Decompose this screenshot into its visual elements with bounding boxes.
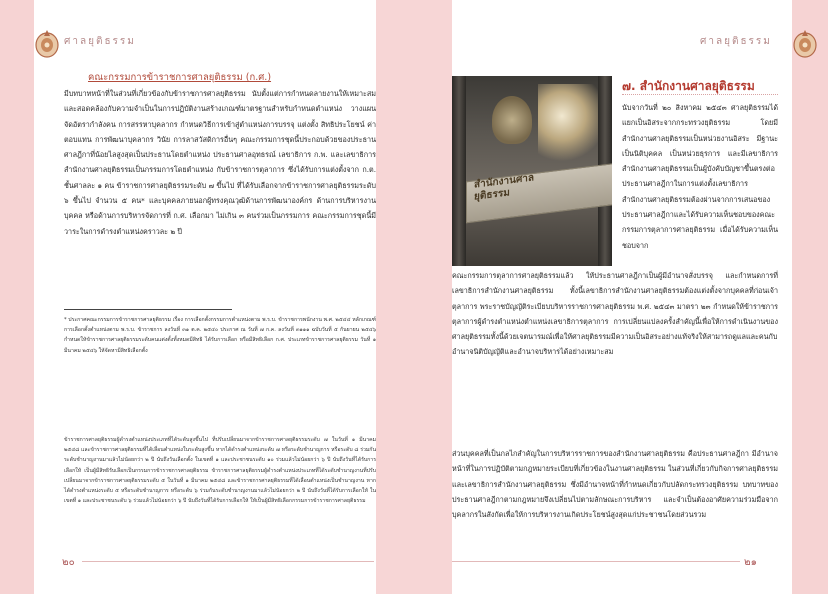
court-emblem-icon xyxy=(34,28,60,58)
court-building-photo xyxy=(452,76,612,266)
right-margin-band xyxy=(792,0,828,594)
left-margin-band xyxy=(0,0,34,594)
page-footer-rule-left xyxy=(82,561,374,562)
page-footer-rule-right xyxy=(452,561,740,562)
section-title: คณะกรรมการข้าราชการศาลยุติธรรม (ก.ศ.) xyxy=(88,72,272,83)
chapter-title-rule xyxy=(622,94,778,95)
left-body-text: มีบทบาทหน้าที่ในส่วนที่เกี่ยวข้องกับข้าราชการศาลยุติธรรม นับตั้งแต่การกำหนดลายงานให้เหมาะสมและสอดคล้องกับความจำเป็นในการปฏิบัติงานสร้างเกณฑ์มาตรฐานสำหรับกำหนดตำแหน่ง วางแผนจัดอัตรากำลังคน การสรรหาบุคลากร กำหนดวิธีการเข้าสู่ตำแหน่งการบรรจุ แต่งตั้ง สิทธิประโยชน์ ค่าตอบแทน การพัฒนาบุคลากร วินัย การลาสวัสดิการอื่นๆ คณะกรรมการชุดนี้ประกอบด้วยของประธานศาลฎีกาที่น้อยไลสูงสุดเป็นประธานโดยตำแหน่ง ประธานศาลอุทธรณ์ เลขาธิการ ก.พ. และเลขาธิการสำนักงานศาลยุติธรรมเป็นกรรมการโดยตำแหน่ง กับข้าราชการตุลาการ ซึ่งได้รับการแต่งตั้งจาก ก.ต. ชั้นศาลละ ๑ คน ข้าราชการศาลยุติธรรมระดับ ๗ ขึ้นไป ที่ได้รับเลือกจากข้าราชการศาลยุติธรรมระดับ ๖ ขึ้นไป จำนวน ๕ คน* และบุคคลภายนอกผู้ทรงคุณวุฒิด้านการพัฒนาองค์กร ด้านการบริหารงานบุคคล หรือด้านการบริหารจัดการที่ ก.ศ. เลือกมา ไม่เกิน ๓ คนร่วมเป็นกรรมการ คณะกรรมการชุดนี้มีวาระในการดำรงตำแหน่งคราวละ ๒ ปี xyxy=(64,89,376,236)
footnote-2: ข้าราชการศาลยุติธรรมผู้ดำรงตำแหน่งประเภทที่ได้ระดับสูงขึ้นไป ที่ปรับเปลี่ยนมาจากข้าราชการศาลยุติธรรมระดับ ๗ ในวันที่ ๑ มีนาคม ๒๕๔๘ และข้าราชการศาลยุติธรรมที่ได้เลื่อนตำแหน่งในระดับสูงขึ้น หากได้ดำรงตำแหน่งระดับ ๗ หรือระดับชำนาญการ หรือระดับ ๘ ร่วมกันระดับชำนาญงานมาแล้วไม่น้อยกว่า ๒ ปี นับถึงวันเลือกตั้ง ในเขตที่ ๑ และประชาชนระดับ ๑๐ ร่วมแล้วไม่น้อยกว่า ๖ ปี นับถึงวันที่ได้รับการเลือกให้ เป็นผู้มีสิทธิรับเลือกเป็นกรรมการข้าราชการศาลยุติธรรม ข้าราชการศาลยุติธรรมผู้ดำรงตำแหน่งประเภทที่ได้ระดับชำนาญงานที่ปรับเปลี่ยนมาจากข้าราชการศาลยุติธรรมระดับ ๕ ในวันที่ ๑ มีนาคม ๒๕๔๘ และข้าราชการศาลยุติธรรมที่ได้เลื่อนตำแหน่งเป็นชำนาญงาน หากได้ดำรงตำแหน่งระดับ ๕ หรือระดับชำนาญการ หรือระดับ ๖ ร่วมกันระดับชำนาญงานมาแล้วไม่น้อยกว่า ๒ ปี นับถึงวันที่ได้รับการเลือกให้ ในเขตที่ ๑ และประชาชนระดับ ๖ ร่วมแล้วไม่น้อยกว่า ๖ ปี นับถึงวันที่ได้รับการเลือกให้ ให้เป็นผู้มีสิทธิเลือกกรรมการข้าราชการศาลยุติธรรม xyxy=(64,437,376,505)
footnote-divider xyxy=(64,309,232,310)
running-title-left: ศาลยุติธรรม xyxy=(64,36,136,47)
gutter-band xyxy=(376,0,452,594)
chapter-title: ๗. สำนักงานศาลยุติธรรม xyxy=(622,79,755,93)
running-title-right: ศาลยุติธรรม xyxy=(700,36,772,47)
building-emblem xyxy=(492,96,532,144)
building-sign-text: สำนักงานศาล ยุติธรรม xyxy=(474,172,535,203)
court-emblem-icon xyxy=(792,28,818,58)
page-number-right: ๒๑ xyxy=(744,557,757,568)
right-side-body-text: นับจากวันที่ ๒๐ สิงหาคม ๒๕๔๓ ศาลยุติธรรมได้แยกเป็นอิสระจากกระทรวงยุติธรรม โดยมีสำนักงานศาลยุติธรรมเป็นหน่วยงานอิสระ มีฐานะเป็นนิติบุคคล เป็นหน่วยธุรการ และมีเลขาธิการสำนักงานศาลยุติธรรมเป็นผู้บังคับบัญชาขึ้นตรงต่อประธานศาลฎีกาในการแต่งตั้งเลขาธิการสำนักงานศาลยุติธรรมต้องผ่านจากการเสนอของประธานศาลฎีกาและได้รับความเห็นชอบของคณะกรรมการตุลาการศาลยุติธรรม เมื่อได้รับความเห็นชอบจาก xyxy=(622,103,778,250)
page-number-left: ๒๐ xyxy=(62,557,75,568)
right-body-paragraph-2: ส่วนบุคคลที่เป็นกลไกสำคัญในการบริหารราชการของสำนักงานศาลยุติธรรม คือประธานศาลฎีกา มีอำนาจหน้าที่ในการปฏิบัติตามกฎหมายระเบียบที่เกี่ยวข้องในงานศาลยุติธรรม ในส่วนที่เกี่ยวกับกิจการศาลยุติธรรม และเลขาธิการสำนักงานศาลยุติธรรม ซึ่งมีอำนาจหน้าที่กำหนดเกี่ยวกับปลัดกระทรวงยุติธรรม บทบาทของประธานศาลฎีกาตามกฎหมายจึงเปลี่ยนไปตามลักษณะการบริหาร และจำเป็นต้องอาศัยความร่วมมือจากบุคลากรในสังกัดเพื่อให้การบริหารงานเกิดประโยชน์สูงสุดแก่ประชาชนโดยส่วนรวม xyxy=(452,449,779,520)
footnote-1: * ประกาศคณะกรรมการข้าราชการศาลยุติธรรม เรื่อง การเลือกตั้งกรรมการตำแหน่งตาม พ.ร.บ. ข้าราชการพนักงาน พ.ศ. ๒๕๔๔ หลักเกณฑ์การเลือกตั้งตำแหน่งตาม พ.ร.บ. ข้าราชการ ลงวันที่ ๓๑ ต.ค. ๒๕๔๐ ประกาศ ณ วันที่ ๗ ก.ค. ลงวันที่ ๓๑๑๑ ฉบับวันที่ ๕ กันยายน ๒๕๔๖ กำหนดให้ข้าราชการศาลยุติธรรมระดับคนแต่งตั้งทั้งหมดมีสิทธิ ได้รับการเลือก หรือมีสิทธิเลือก ก.ศ. ประเภทข้าราชการศาลยุติธรรม วันที่ ๑ มีนาคม ๒๕๔๖ ให้จัดหามีสิทธิเลือกตั้ง xyxy=(64,317,376,354)
right-body-text: คณะกรรมการตุลาการศาลยุติธรรมแล้ว ให้ประธานศาลฎีกาเป็นผู้มีอำนาจสั่งบรรจุ และกำหนดการที่เลขาธิการสำนักงานศาลยุติธรรม ทั้งนี้เลขาธิการสำนักงานศาลยุติธรรมต้องแต่งตั้งจากบุคคลที่ก่อนเจ้าตุลาการ พระราชบัญญัติระเบียบบริหารราชการศาลยุติธรรม พ.ศ. ๒๕๔๓ มาตรา ๒๓ กำหนดให้ข้าราชการตุลาการผู้ดำรงตำแหน่งตำแหน่งเลขาธิการตุลาการ การเปลี่ยนแปลงครั้งสำคัญนี้เพื่อให้การดำเนินงานของศาลยุติธรรมทั้งนี้ด้วยเจตนารมณ์เพื่อให้ศาลยุติธรรมมีความเป็นอิสระอย่างแท้จริงให้สามารถดูแลและคนกับอำนาจนิติบัญญัติและอำนาจบริหารได้อย่างเหมาะสม xyxy=(452,271,778,357)
